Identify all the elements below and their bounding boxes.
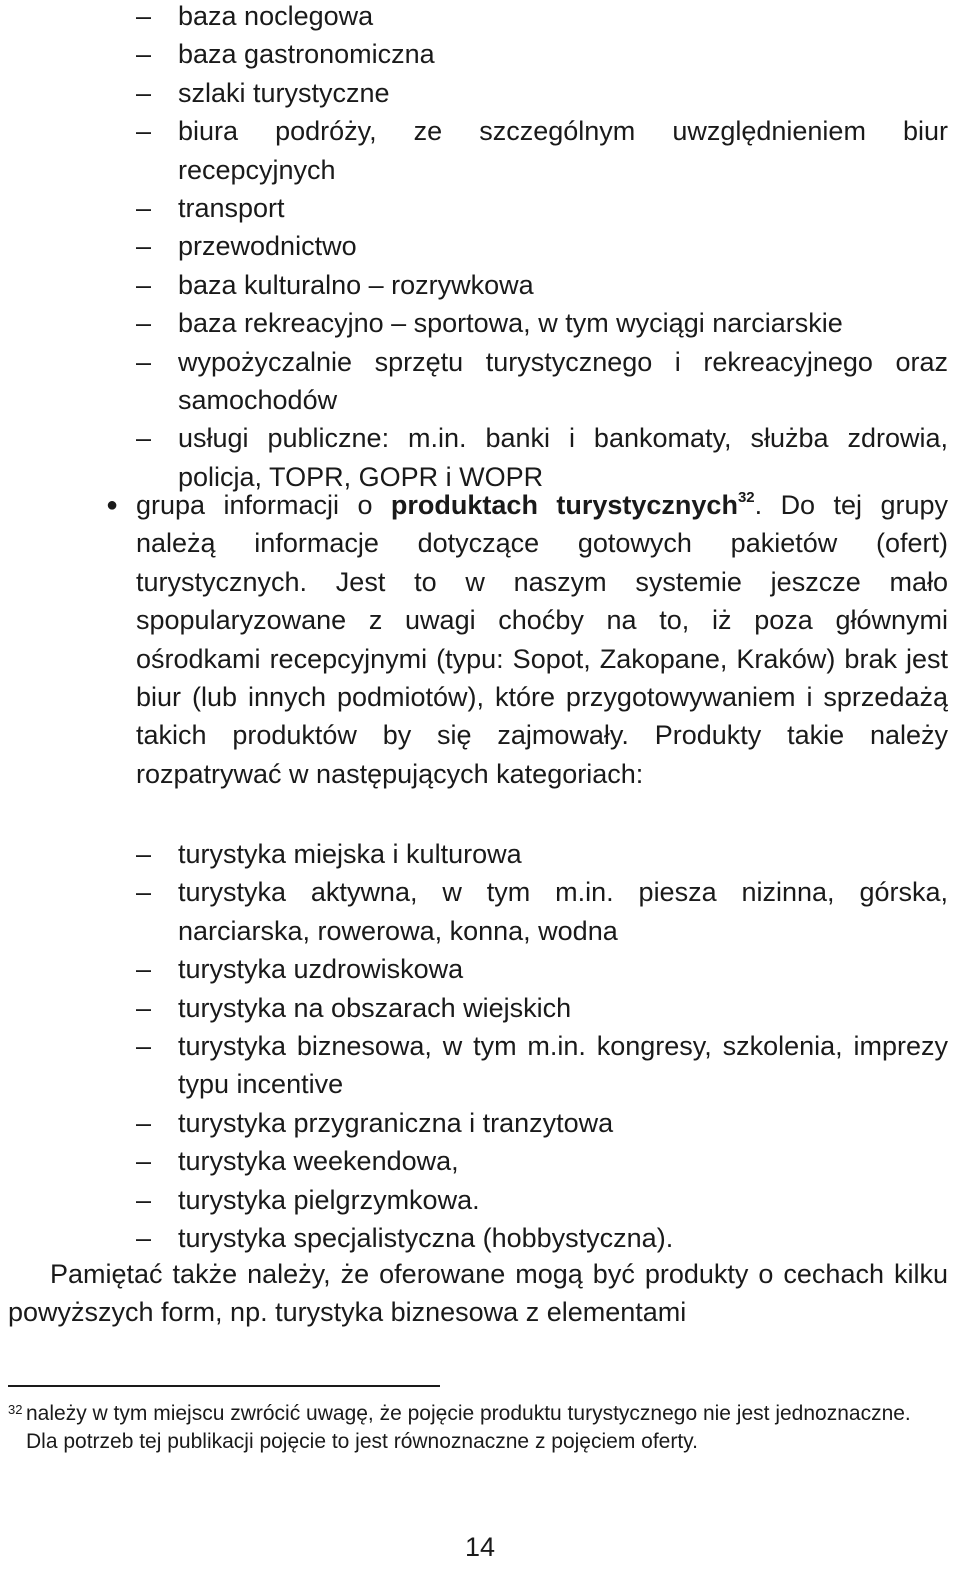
list-item: – turystyka miejska i kulturowa <box>0 835 960 873</box>
footnote-ref[interactable]: 32 <box>737 489 755 506</box>
list-item: – biura podróży, ze szczególnym uwzględnieniem biur recepcyjnych <box>0 112 960 189</box>
footnote: 32 należy w tym miejscu zwrócić uwagę, że pojęcie produktu turystycznego nie jest jednoznaczne. Dla potrzeb tej publikacji pojęcie to jest równoznaczne z pojęciem oferty. <box>8 1402 911 1453</box>
dash-marker: – <box>136 954 152 985</box>
bullet-paragraph: ● grupa informacji o produktach turystycznych$^{32}$. Do tej grupy należą informacje dotyczące gotowych pakietów (ofert) turystycznych. Jest to w naszym systemie jeszcze mało spopularyzowane z uwagi choćby na to, iż poza głównymi ośrodkami recepcyjnymi (typu: Sopot, Zakopane, Kraków) brak jest biur (lub innych podmiotów), które przygotowywaniem i sprzedażą takich produktów by się zajmowały. Produkty takie należy rozpatrywać w następujących kategoriach: <box>0 486 960 793</box>
list-item: – turystyka na obszarach wiejskich <box>0 989 960 1027</box>
dash-marker: – <box>136 193 152 224</box>
dash-marker: – <box>136 423 152 454</box>
dash-marker: – <box>136 116 152 147</box>
list-item: – przewodnictwo <box>0 227 960 265</box>
bold-term: produktach turystycznych <box>390 490 738 520</box>
list-item: – wypożyczalnie sprzętu turystycznego i rekreacyjnego oraz samochodów <box>0 343 960 420</box>
dash-marker: – <box>136 1107 152 1138</box>
dash-marker: – <box>136 308 152 339</box>
dash-marker: – <box>136 77 152 108</box>
list-item: – transport <box>0 189 960 227</box>
facility-list <box>0 0 960 496</box>
list-item: – baza gastronomiczna <box>0 35 960 73</box>
dash-marker: – <box>136 39 152 70</box>
list-item: – turystyka biznesowa, w tym m.in. kongresy, szkolenia, imprezy typu incentive <box>0 1027 960 1104</box>
closing-paragraph: Pamiętać także należy, że oferowane mogą być produkty o cechach kilku powyższych form, np. turystyka biznesowa z elementami <box>8 1259 948 1327</box>
dash-marker: – <box>136 1146 152 1177</box>
list-item: – baza rekreacyjno – sportowa, w tym wyciągi narciarskie <box>0 304 960 342</box>
dash-marker: – <box>136 877 152 908</box>
dash-marker: – <box>136 1031 152 1062</box>
list-item: – usługi publiczne: m.in. banki i bankomaty, służba zdrowia, policja, TOPR, GOPR i WOPR <box>0 419 960 496</box>
list-item: – turystyka uzdrowiskowa <box>0 950 960 988</box>
dash-marker: – <box>136 839 152 869</box>
list-item: – turystyka aktywna, w tym m.in. piesza nizinna, górska, narciarska, rowerowa, konna, wodna <box>0 873 960 950</box>
dash-marker: – <box>136 992 152 1023</box>
footnote-divider <box>8 1385 440 1387</box>
footnote-text: należy w tym miejscu zwrócić uwagę, że pojęcie produktu turystycznego nie jest jednoznaczne. Dla potrzeb tej publikacji pojęcie to jest równoznaczne z pojęciem oferty. <box>26 1402 911 1453</box>
category-list <box>0 835 960 1257</box>
product-info-group <box>0 486 960 793</box>
page-number: 14 <box>464 1532 496 1562</box>
list-item: – turystyka przygraniczna i tranzytowa <box>0 1104 960 1142</box>
dash-marker: – <box>136 1223 152 1254</box>
list-item: – baza noclegowa <box>0 0 960 35</box>
dash-marker: – <box>136 269 152 300</box>
list-item: – turystyka specjalistyczna (hobbystyczna). <box>0 1219 960 1257</box>
bullet-icon: ● <box>106 494 119 516</box>
list-item: – baza kulturalno – rozrywkowa <box>0 266 960 304</box>
list-item: – turystyka weekendowa, <box>0 1142 960 1180</box>
list-item: – szlaki turystyczne <box>0 74 960 112</box>
dash-marker: – <box>136 1 152 31</box>
dash-marker: – <box>136 346 152 377</box>
list-item: – turystyka pielgrzymkowa. <box>0 1181 960 1219</box>
dash-marker: – <box>136 1184 152 1215</box>
dash-marker: – <box>136 231 152 262</box>
